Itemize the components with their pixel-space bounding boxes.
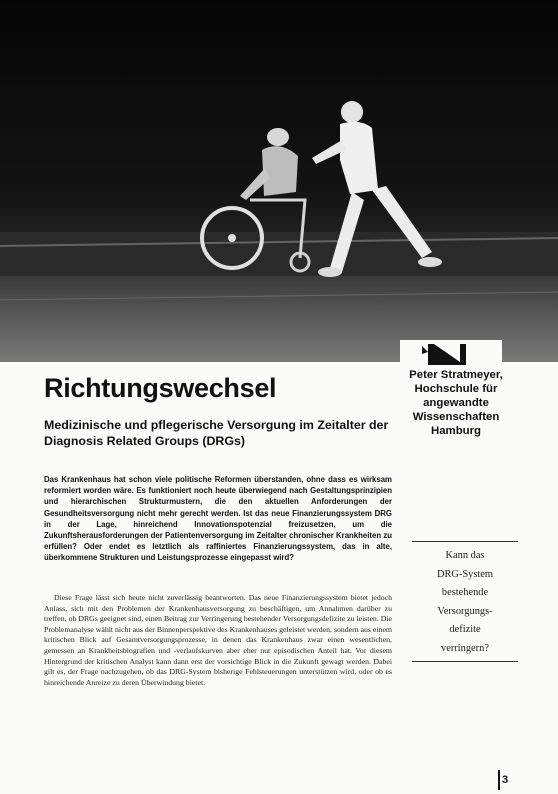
article-subtitle: Medizinische und pflegerische Versorgung im Zeitalter der Diagnosis Related Groups (DRGs) (44, 418, 389, 448)
author-line: Hochschule für (414, 383, 498, 395)
lead-paragraph: Das Krankenhaus hat schon viele politische Reformen überstanden, ohne dass es wirksam reformiert worden wäre. Es funktioniert noch heute überwiegend nach Gestaltungsprinzipien und hierarchischen Strukturmustern, die den aktuellen Anforderungen der Gesundheitsversorgung nicht mehr gerecht werden. Ist das neue Finanzierungssystem DRG in der Lage, hinreichend Innovationspotenzial freizusetzen, um die Zukunftsherausforderungen der Patientenversorgung im Zeitalter chronischer Krankheiten zu erfüllen? Oder endet es letztlich als raffiniertes Finanzierungssystem, das in alte, überkommene Strukturen und Leistungsprozesse eingepasst wird? (44, 475, 392, 563)
photo-illustration (0, 0, 558, 362)
pull-quote-line: DRG-System (437, 568, 493, 580)
author-info (394, 368, 518, 438)
author-line: angewandte (423, 397, 489, 409)
pull-quote-line: bestehende (441, 587, 489, 598)
author-line: Wissenschaften (412, 411, 500, 423)
body-paragraph (44, 593, 392, 688)
cover-photo-wheelchair (0, 0, 558, 362)
page-number: 3 (502, 774, 509, 786)
pull-quote-line: verringern? (441, 642, 489, 654)
author-line: Hamburg (431, 425, 481, 437)
pull-quote-line: Versorgungs- (437, 605, 493, 617)
pull-quote-line: Kann das (445, 550, 485, 561)
body-text: Diese Frage lässt sich heute nicht zuverlässig beantworten. Das neue Finanzierungssystem bietet jedoch Anlass, sich mit den Problemen der Krankenhausversorgung zu beschäftigen, um Annahmen darüber zu treffen, ob DRGs geeignet sind, einen Beitrag zur Verringerung bestehender Versorgungsdefizite zu leisten. Die Problemanalyse wählt nicht aus der Binnenperspektive des Krankenhauses geleistet werden, sondern aus einem kritischen Blick auf Gesamtversorgungsprozesse, in denen das Krankenhaus zwar einen wesentlichen, gemessen an Krankheitsbiografien und -verlaufskurven aber eher nur episodischen Anteil hat. Vor diesem Hintergrund der kritischen Analyst kann dann erst der vorsichtige Blick in die Zukunft gewagt werden. Dabei gilt es, der Frage nachzugehen, ob das DRG-System bisherige Fehlsteuerungen unterstützen wird, oder ob es hinreichende Anreize zu deren Überwindung bietet. (44, 593, 392, 687)
article-title: Richtungswechsel (44, 373, 277, 403)
n-logo-box (400, 340, 502, 365)
n-logo-icon (400, 340, 502, 365)
pull-quote-line: defizite (449, 624, 481, 635)
author-line: Peter Stratmeyer, (409, 369, 503, 381)
page-number-bar (498, 770, 500, 790)
pull-quote (412, 541, 518, 662)
